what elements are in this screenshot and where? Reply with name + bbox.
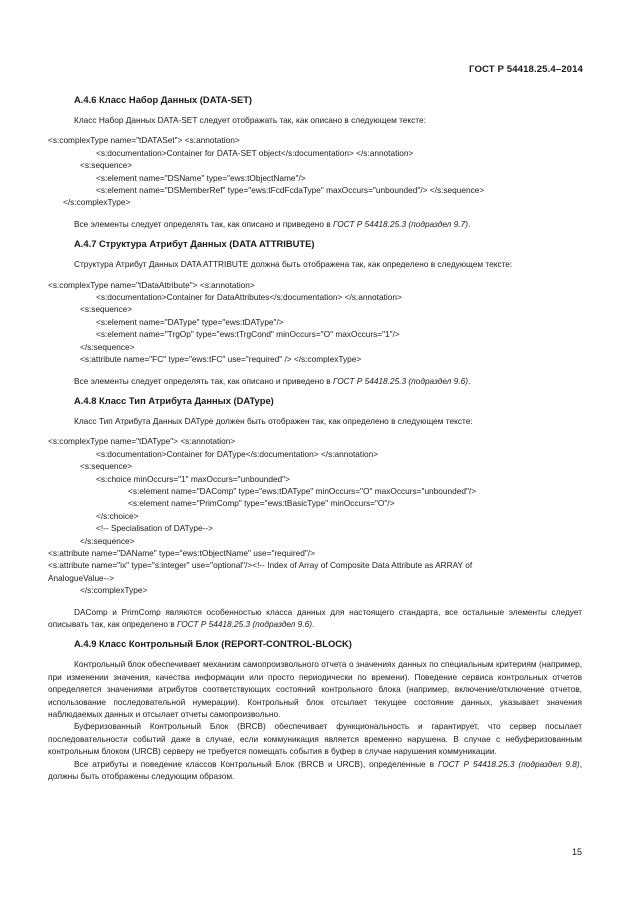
code-line: </s:choice> — [96, 510, 139, 521]
code-line: <s:documentation>Container for DATA-SET object</s:documentation> </s:annotation> — [96, 147, 414, 158]
section-intro-a47: Структура Атрибут Данных DATA ATTRIBUTE должна быть отображена так, как определено в следующем тексте: — [74, 259, 513, 270]
code-block-a48 — [48, 435, 582, 596]
code-line: <s:attribute name="DAName" type="ews:tObjectName" use="required"/> — [48, 547, 315, 558]
code-line: <s:sequence> — [80, 461, 133, 472]
code-line: <s:documentation>Container for DataAttributes</s:documentation> </s:annotation> — [96, 292, 402, 303]
standard-reference: ГОСТ Р 54418.25.3 (подраздел 9.7) — [332, 218, 468, 229]
code-line: <s:element name="DSName" type="ews:tObjectName"/> — [96, 172, 306, 183]
page-content — [48, 93, 582, 782]
section-intro-a46: Класс Набор Данных DATA-SET следует отображать так, как описано в следующем тексте: — [74, 115, 426, 125]
standard-reference: ГОСТ Р 54418.25.3 (подраздел 9.6) — [332, 375, 468, 386]
code-line: </s:complexType> — [63, 197, 131, 208]
code-block-a46 — [48, 134, 582, 208]
code-line: <s:element name="TrgOp" type="ews:tTrgCond" minOccurs="O" maxOccurs="1"/> — [96, 329, 400, 340]
page-number: 15 — [571, 847, 582, 857]
standard-reference: ГОСТ Р 54418.25.3 (подраздел 9.6) — [176, 619, 312, 629]
document-id: ГОСТ Р 54418.25.4–2014 — [469, 64, 583, 75]
code-line: <s:element name="DAType" type="ews:tDAType"/> — [96, 316, 284, 327]
code-line: <s:element name="PrimComp" type="ews:tBasicType" minOccurs="O"/> — [128, 498, 395, 509]
code-line: AnalogueValue--> — [48, 572, 115, 583]
section-heading-a47: А.4.7 Структура Атрибут Данных (DATA ATTRIBUTE) — [74, 238, 315, 250]
section-heading-a49: А.4.9 Класс Контрольный Блок (REPORT-CONTROL-BLOCK) — [74, 638, 352, 650]
section-note-a46: Все элементы следует определять так, как описано и приведено в ГОСТ Р 54418.25.3 (подраздел 9.7). — [74, 218, 471, 229]
paragraph: Контрольный блок обеспечивает механизм самопроизвольного отчета о значениях данных по специальным критериям (например, при изменении значения, качества информации или просто периодически по времени). Поведение сервиса контрольных отчетов определяется значениями атрибутов соответствующих состояний контрольного блока (например, включение/отключение отчетов, использование последовательной нумерации). Контрольный блок отсылает текущее состояние данных, указывает значения наблюдаемых данных и отсылает отчеты самопроизвольно. — [48, 659, 582, 720]
standard-reference: ГОСТ Р 54418.25.3 (подраздел 9.8) — [438, 758, 580, 769]
code-line: </s:complexType> — [80, 585, 148, 596]
code-line: <s:documentation>Container for DAType</s:documentation> </s:annotation> — [96, 448, 379, 459]
code-line: <s:choice minOccurs="1" maxOccurs="unbounded"> — [96, 473, 290, 484]
code-line: <s:attribute name="ix" type="s:integer" use="optional"/><!-- Index of Array of Composite Data Attribute as ARRAY of — [48, 560, 473, 571]
code-line: <s:element name="DSMemberRef" type="ews:tFcdFcdaType" maxOccurs="unbounded"/> </s:sequence> — [96, 185, 485, 196]
section-heading-a46: А.4.6 Класс Набор Данных (DATA-SET) — [74, 94, 253, 105]
code-line: <s:sequence> — [80, 160, 133, 171]
section-note-a48: DAComp и PrimComp являются особенностью класса данных для настоящего стандарта, все остальные элементы следует описывать так, как определено в ГОСТ Р 54418.25.3 (подраздел 9.6). — [48, 606, 582, 629]
code-line: </s:sequence> — [80, 341, 135, 352]
section-note-a47: Все элементы следует определять так, как описано и приведено в ГОСТ Р 54418.25.3 (подраздел 9.6). — [74, 375, 471, 386]
code-line: <s:element name="DAComp" type="ews:tDAType" minOccurs="O" maxOccurs="unbounded"/> — [128, 485, 477, 496]
code-line: </s:sequence> — [80, 535, 135, 546]
section-heading-a48: А.4.8 Класс Тип Атрибута Данных (DAType) — [74, 394, 274, 406]
code-line: <s:attribute name="FC" type="ews:tFC" use="required" /> </s:complexType> — [80, 354, 362, 365]
code-line: <s:sequence> — [80, 304, 133, 315]
section-intro-a48: Класс Тип Атрибута Данных DAType должен быть отображен так, как определено в следующем тексте: — [74, 415, 473, 426]
code-line: <s:complexType name="tDATASet"> <s:annotation> — [48, 135, 240, 146]
code-line: <!-- Specialisation of DAType--> — [96, 523, 213, 534]
code-line: <s:complexType name="tDAType"> <s:annotation> — [48, 436, 236, 447]
code-block-a47 — [48, 279, 582, 366]
paragraph: Все атрибуты и поведение классов Контрольный Блок (BRCB и URCB), определенные в ГОСТ Р 54418.25.3 (подраздел 9.8), должны быть отображены следующим образом. — [48, 758, 582, 782]
paragraph: Буферизованный Контрольный Блок (BRCB) обеспечивает функциональность и гарантирует, что сервер посылает последовательности событий даже в случае, если коммуникация является временно нарушена. В случае с небуферизованным контрольным блоком (URCB) серверу не требуется помещать события в буфер в случае нарушения коммуникации. — [48, 721, 582, 757]
code-line: <s:complexType name="tDataAttribute"> <s:annotation> — [48, 279, 255, 290]
